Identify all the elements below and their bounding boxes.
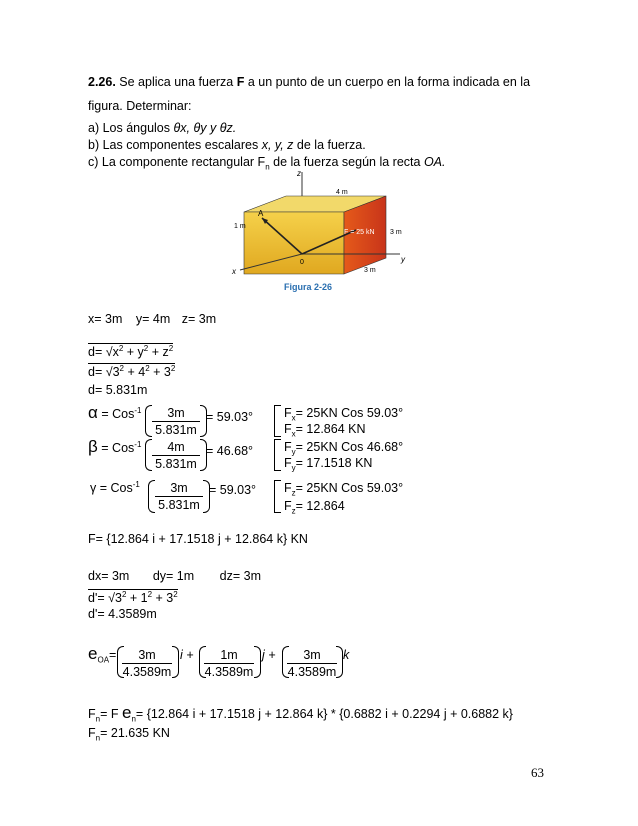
alpha-cos: = Cos <box>101 407 135 421</box>
beta-result: = 46.68° <box>206 444 254 458</box>
beta-den: 5.831m <box>155 457 197 471</box>
distance2-result: d'= 4.3589m <box>88 607 157 621</box>
item-c-prefix: c) La componente rectangular F <box>88 155 266 169</box>
angle-beta-row: β = Cos$^{-1}$ <box>88 437 142 456</box>
alpha-symbol: α <box>88 403 98 422</box>
unit-vector-e: e <box>88 644 98 663</box>
dim-1m-label: 1 m <box>234 223 246 230</box>
axis-z-label: z <box>297 169 301 178</box>
beta-num: 4m <box>152 440 200 456</box>
fz-line-2: $F_z= 12.864$ <box>284 499 345 516</box>
unit-term-3: $\frac{3m}{4.3589m}$ <box>287 648 337 679</box>
dim-4m-label: 4 m <box>336 189 348 196</box>
term3-bracket-right <box>336 646 343 678</box>
unit-vector-eq: = <box>109 648 117 662</box>
figure-caption: Figura 2-26 <box>284 282 333 292</box>
problem-item-b <box>88 138 366 152</box>
item-c-mid: de la fuerza según la recta <box>273 155 421 169</box>
problem-intro-b: a un punto de un cuerpo en la forma indicada en la <box>247 75 531 89</box>
unit-term-1: $\frac{3m}{4.3589m}$ <box>122 648 172 679</box>
force-label: F = 25 kN <box>344 229 375 236</box>
fx-bracket <box>274 405 281 437</box>
unit-vector-sub: OA <box>97 655 110 665</box>
dim-3m-bottom-label: 3 m <box>364 267 376 274</box>
fz-line-1: $F_z= 25KN$ Cos 59.03° <box>284 481 404 498</box>
given-values-2 <box>88 569 261 583</box>
beta-cos: = Cos <box>101 441 135 455</box>
fy-line-1: $F_y= 25KN$ Cos 46.68° <box>284 440 404 457</box>
unit-term-2: $\frac{1m}{4.3589m}$ <box>204 648 254 679</box>
alpha-den: 5.831m <box>155 423 197 437</box>
distance-line2-prefix: d= √3 <box>88 365 120 380</box>
fx-line-1: $F_x= 25KN$ Cos 59.03° <box>284 406 404 423</box>
fy-bracket <box>274 439 281 471</box>
item-c-sub: n <box>265 162 270 172</box>
alpha-result: = 59.03° <box>206 410 254 424</box>
problem-item-a <box>88 121 236 135</box>
point-a-label: A <box>258 209 264 218</box>
force-vector: F= {12.864 i + 17.1518 j + 12.864 k} KN <box>88 532 308 546</box>
problem-line-2: figura. Determinar: <box>88 99 192 113</box>
given-values <box>88 312 216 326</box>
page-number: 63 <box>531 765 544 780</box>
gamma-symbol: γ <box>90 481 97 496</box>
gamma-bracket-left <box>148 480 155 513</box>
given-x: x= 3m <box>88 312 123 326</box>
item-a-prefix: a) Los ángulos <box>88 121 171 135</box>
beta-symbol: β <box>88 437 98 456</box>
gamma-num: 3m <box>155 481 203 497</box>
item-b-suffix: de la fuerza. <box>296 138 366 152</box>
angle-alpha-row: α = Cos$^{-1}$ <box>88 403 142 422</box>
angle-gamma-row: γ = Cos$^{-1}$ <box>90 480 140 496</box>
figure-2-26 <box>228 166 418 298</box>
fn-result: $F_n= 21.635$ KN <box>88 726 170 743</box>
axis-x-label: x <box>232 267 236 276</box>
distance-line1-prefix: d= √x <box>88 345 119 360</box>
beta-fraction <box>152 440 200 471</box>
item-c-line: OA. <box>423 155 446 169</box>
unit-term-2-unit: j + <box>262 648 276 662</box>
fy-line-2: $F_y= 17.1518$ KN <box>284 456 373 473</box>
problem-line-1 <box>88 75 530 89</box>
distance2-formula: $d'= √3^2 + 1^2 + 3^2$ <box>88 590 178 606</box>
given-y: y= 4m <box>135 312 171 326</box>
unit-term-3-unit: k <box>343 648 350 662</box>
given-dy: dy= 1m <box>152 569 195 583</box>
term2-bracket-right <box>254 646 261 678</box>
distance-formula-2: $d= √3^2 + 4^2 + 3^2$ <box>88 364 176 380</box>
problem-number: 2.26. <box>88 75 116 89</box>
origin-label: 0 <box>300 259 304 266</box>
given-dz: dz= 3m <box>219 569 261 583</box>
fx-line-2: $F_x= 12.864$ KN <box>284 422 366 439</box>
given-dx: dx= 3m <box>88 569 130 583</box>
problem-intro-a: Se aplica una fuerza <box>119 75 234 89</box>
gamma-fraction <box>155 481 203 512</box>
item-a-vars: θx, θy y θz. <box>173 121 237 135</box>
distance-formula-1: $d= √x^2 + y^2 + z^2$ <box>88 344 174 360</box>
gamma-den: 5.831m <box>158 498 200 512</box>
given-z: z= 3m <box>181 312 217 326</box>
alpha-num: 3m <box>152 406 200 422</box>
dim-3m-right-label: 3 m <box>390 229 402 236</box>
unit-term-1-unit: i + <box>180 648 194 662</box>
distance-result: d= 5.831m <box>88 383 148 397</box>
alpha-bracket-left <box>145 405 152 437</box>
axis-y-label: y <box>401 255 405 264</box>
item-b-prefix: b) Las componentes escalares <box>88 138 259 152</box>
problem-force-symbol: F <box>236 75 245 89</box>
unit-vector-label <box>88 644 116 665</box>
figure-illustration <box>228 166 418 298</box>
fz-bracket <box>274 480 281 513</box>
item-b-vars: x, y, z <box>261 138 294 152</box>
gamma-cos: = Cos <box>99 481 133 496</box>
fn-equation: $F_n= F$ $e_n= \{12.864$ i + 17.1518 j + 12.864 k} * {0.6882 i + 0.2294 j + 0.6882 k} <box>88 703 513 724</box>
gamma-result: = 59.03° <box>209 483 257 497</box>
beta-bracket-left <box>145 439 152 471</box>
alpha-fraction <box>152 406 200 437</box>
distance2-prefix: d'= √3 <box>88 591 122 606</box>
term1-bracket-right <box>172 646 179 678</box>
